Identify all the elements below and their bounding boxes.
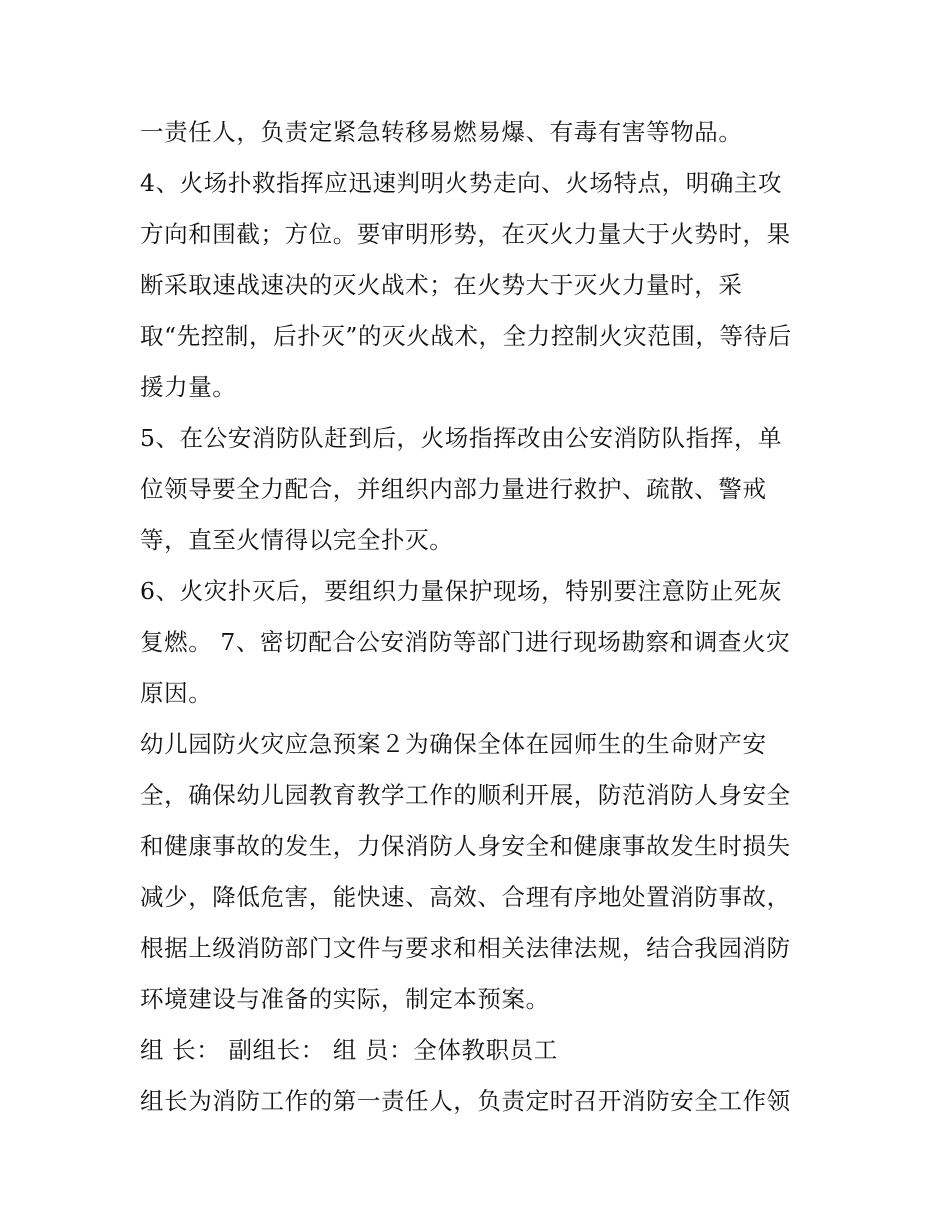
text-line: 援力量。 <box>140 373 237 401</box>
text-line: 一责任人，负责定紧急转移易燃易爆、有毒有害等物品。 <box>140 118 743 146</box>
text-line: 5、在公安消防队赶到后，火场指挥改由公安消防队指挥，单 <box>140 424 783 452</box>
text-line: 组 长： 副组长： 组 员：全体教职员工 <box>140 1036 558 1064</box>
text-line: 等，直至火情得以完全扑灭。 <box>140 526 454 554</box>
text-line: 复燃。 7、密切配合公安消防等部门进行现场勘察和调查火灾 <box>140 628 791 656</box>
text-line: 断采取速战速决的灭火战术；在火势大于灭火力量时，采 <box>140 271 743 299</box>
text-line: 全，确保幼儿园教育教学工作的顺利开展，防范消防人身安全 <box>140 781 791 809</box>
document-body <box>140 107 830 1127</box>
text-line: 取“先控制，后扑灭”的灭火战术，全力控制火灾范围，等待后 <box>140 322 792 350</box>
text-line: 原因。 <box>140 679 213 707</box>
text-line: 6、火灾扑灭后，要组织力量保护现场，特别要注意防止死灰 <box>140 577 783 605</box>
text-line: 方向和围截；方位。要审明形势，在灭火力量大于火势时，果 <box>140 220 791 248</box>
text-line: 幼儿园防火灾应急预案２为确保全体在园师生的生命财产安 <box>140 730 767 758</box>
text-line: 减少，降低危害，能快速、高效、合理有序地处置消防事故， <box>140 883 791 911</box>
text-line: 位领导要全力配合，并组织内部力量进行救护、疏散、警戒 <box>140 475 767 503</box>
text-line: 和健康事故的发生，力保消防人身安全和健康事故发生时损失 <box>140 832 791 860</box>
text-line: 组长为消防工作的第一责任人，负责定时召开消防安全工作领 <box>140 1087 791 1115</box>
text-line: 根据上级消防部门文件与要求和相关法律法规，结合我园消防 <box>140 934 791 962</box>
text-line: 环境建设与准备的实际，制定本预案。 <box>140 985 550 1013</box>
text-line: 4、火场扑救指挥应迅速判明火势走向、火场特点，明确主攻 <box>140 169 783 197</box>
